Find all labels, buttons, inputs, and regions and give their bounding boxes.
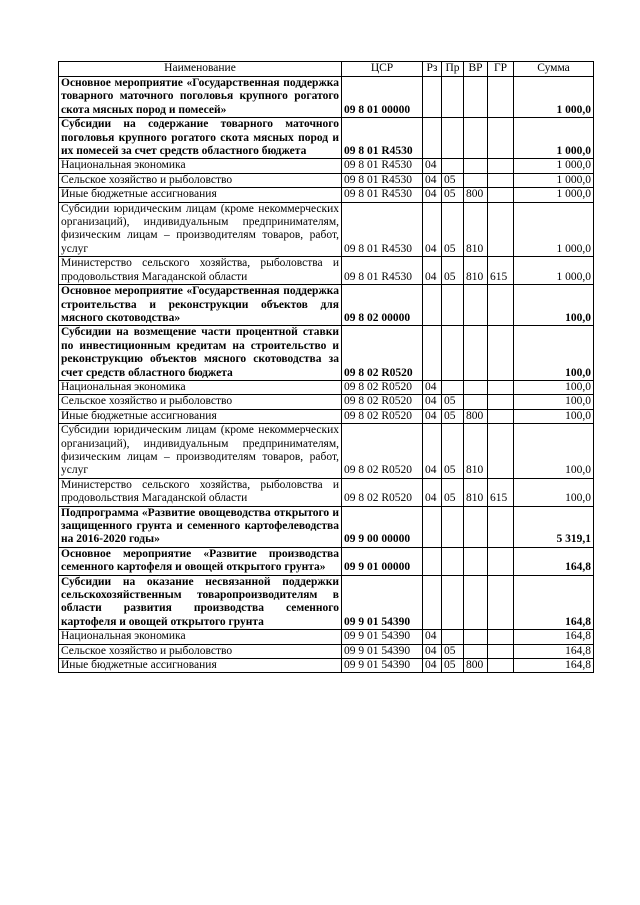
table-row (59, 326, 594, 381)
cell-pr: 05 (442, 395, 464, 409)
cell-sum: 100,0 (514, 478, 594, 506)
cell-pr: 05 (442, 188, 464, 202)
cell-gr (488, 506, 514, 547)
cell-sum: 1 000,0 (514, 159, 594, 173)
table-row (59, 630, 594, 644)
cell-vr: 810 (464, 478, 488, 506)
cell-rz: 04 (423, 409, 442, 423)
cell-gr (488, 159, 514, 173)
table-row (59, 380, 594, 394)
cell-rz: 04 (423, 257, 442, 285)
cell-gr: 615 (488, 478, 514, 506)
cell-vr (464, 118, 488, 159)
cell-sum: 100,0 (514, 380, 594, 394)
cell-pr: 05 (442, 424, 464, 479)
cell-name: Национальная экономика (59, 380, 342, 394)
cell-rz: 04 (423, 202, 442, 257)
cell-vr: 800 (464, 188, 488, 202)
cell-csr: 09 8 02 R0520 (342, 380, 423, 394)
cell-pr: 05 (442, 257, 464, 285)
table-header-row (59, 62, 594, 77)
budget-table (58, 61, 594, 673)
cell-name: Основное мероприятие «Развитие производства семенного картофеля и овощей открытого грунта» (59, 547, 342, 575)
cell-name: Субсидии юридическим лицам (кроме некоммерческих организаций), индивидуальным предпринимателям, физическим лицам – производителям товаров, работ, услуг (59, 424, 342, 479)
cell-sum: 1 000,0 (514, 202, 594, 257)
cell-gr (488, 424, 514, 479)
cell-csr: 09 8 01 R4530 (342, 118, 423, 159)
cell-sum: 164,8 (514, 644, 594, 658)
cell-sum: 164,8 (514, 659, 594, 673)
cell-vr: 800 (464, 659, 488, 673)
cell-gr (488, 77, 514, 118)
cell-name: Сельское хозяйство и рыболовство (59, 395, 342, 409)
cell-pr (442, 159, 464, 173)
cell-pr: 05 (442, 409, 464, 423)
cell-sum: 1 000,0 (514, 257, 594, 285)
table-row (59, 409, 594, 423)
table-row (59, 575, 594, 630)
header-gr: ГР (488, 62, 514, 77)
cell-csr: 09 9 01 00000 (342, 547, 423, 575)
cell-rz: 04 (423, 644, 442, 658)
header-vr: ВР (464, 62, 488, 77)
cell-vr (464, 173, 488, 187)
cell-name: Субсидии юридическим лицам (кроме некоммерческих организаций), индивидуальным предпринимателям, физическим лицам – производителям товаров, работ, услуг (59, 202, 342, 257)
table-row (59, 478, 594, 506)
table-row (59, 77, 594, 118)
cell-rz (423, 575, 442, 630)
cell-rz: 04 (423, 188, 442, 202)
cell-name: Иные бюджетные ассигнования (59, 659, 342, 673)
cell-vr (464, 395, 488, 409)
cell-csr: 09 9 01 54390 (342, 630, 423, 644)
cell-name: Сельское хозяйство и рыболовство (59, 173, 342, 187)
cell-gr (488, 202, 514, 257)
cell-vr (464, 380, 488, 394)
cell-csr: 09 8 02 R0520 (342, 395, 423, 409)
table-body (59, 77, 594, 673)
cell-csr: 09 8 01 R4530 (342, 173, 423, 187)
table-row (59, 188, 594, 202)
cell-rz: 04 (423, 380, 442, 394)
cell-pr (442, 380, 464, 394)
cell-vr (464, 159, 488, 173)
cell-name: Субсидии на оказание несвязанной поддержки сельскохозяйственным товаропроизводителям в области развития производства семенного картофеля и овощей открытого грунта (59, 575, 342, 630)
cell-pr: 05 (442, 173, 464, 187)
cell-gr (488, 285, 514, 326)
cell-sum: 5 319,1 (514, 506, 594, 547)
cell-gr (488, 644, 514, 658)
cell-sum: 100,0 (514, 395, 594, 409)
cell-vr (464, 547, 488, 575)
header-name: Наименование (59, 62, 342, 77)
cell-name: Сельское хозяйство и рыболовство (59, 644, 342, 658)
cell-rz: 04 (423, 395, 442, 409)
cell-name: Иные бюджетные ассигнования (59, 188, 342, 202)
cell-rz (423, 506, 442, 547)
cell-gr (488, 326, 514, 381)
cell-name: Основное мероприятие «Государственная поддержка строительства и реконструкции объектов для мясного скотоводства» (59, 285, 342, 326)
table-row (59, 547, 594, 575)
table-row (59, 159, 594, 173)
cell-pr (442, 118, 464, 159)
cell-vr: 810 (464, 202, 488, 257)
cell-sum: 1 000,0 (514, 173, 594, 187)
cell-sum: 164,8 (514, 630, 594, 644)
cell-name: Подпрограмма «Развитие овощеводства открытого и защищенного грунта и семенного картофелеводства на 2016-2020 годы» (59, 506, 342, 547)
cell-rz: 04 (423, 173, 442, 187)
cell-vr (464, 644, 488, 658)
cell-sum: 164,8 (514, 575, 594, 630)
cell-name: Министерство сельского хозяйства, рыболовства и продовольствия Магаданской области (59, 478, 342, 506)
cell-pr (442, 547, 464, 575)
table-row (59, 424, 594, 479)
cell-csr: 09 9 00 00000 (342, 506, 423, 547)
cell-csr: 09 8 01 R4530 (342, 188, 423, 202)
cell-pr (442, 630, 464, 644)
table-row (59, 644, 594, 658)
cell-sum: 1 000,0 (514, 188, 594, 202)
cell-name: Национальная экономика (59, 159, 342, 173)
cell-name: Министерство сельского хозяйства, рыболовства и продовольствия Магаданской области (59, 257, 342, 285)
cell-rz: 04 (423, 659, 442, 673)
cell-csr: 09 8 02 R0520 (342, 478, 423, 506)
cell-csr: 09 9 01 54390 (342, 644, 423, 658)
table-row (59, 118, 594, 159)
cell-vr (464, 326, 488, 381)
cell-name: Субсидии на возмещение части процентной ставки по инвестиционным кредитам на строительство и реконструкцию объектов мясного скотоводства за счет средств областного бюджета (59, 326, 342, 381)
cell-gr (488, 659, 514, 673)
table-row (59, 659, 594, 673)
cell-vr (464, 77, 488, 118)
cell-csr: 09 8 02 R0520 (342, 424, 423, 479)
cell-pr: 05 (442, 202, 464, 257)
cell-vr: 810 (464, 424, 488, 479)
cell-gr (488, 380, 514, 394)
cell-gr (488, 409, 514, 423)
table-row (59, 285, 594, 326)
cell-rz: 04 (423, 630, 442, 644)
header-csr: ЦСР (342, 62, 423, 77)
cell-name: Иные бюджетные ассигнования (59, 409, 342, 423)
header-rz: Рз (423, 62, 442, 77)
cell-pr (442, 77, 464, 118)
cell-csr: 09 8 02 R0520 (342, 326, 423, 381)
cell-gr (488, 173, 514, 187)
cell-pr (442, 506, 464, 547)
cell-rz: 04 (423, 424, 442, 479)
cell-name: Национальная экономика (59, 630, 342, 644)
table-row (59, 257, 594, 285)
cell-rz (423, 285, 442, 326)
cell-pr: 05 (442, 659, 464, 673)
cell-vr (464, 630, 488, 644)
cell-sum: 100,0 (514, 285, 594, 326)
cell-rz (423, 547, 442, 575)
cell-gr (488, 118, 514, 159)
table-row (59, 395, 594, 409)
cell-csr: 09 9 01 54390 (342, 659, 423, 673)
cell-csr: 09 8 01 R4530 (342, 202, 423, 257)
cell-gr (488, 547, 514, 575)
cell-vr (464, 285, 488, 326)
cell-csr: 09 8 01 00000 (342, 77, 423, 118)
cell-csr: 09 9 01 54390 (342, 575, 423, 630)
cell-pr: 05 (442, 644, 464, 658)
cell-gr: 615 (488, 257, 514, 285)
cell-csr: 09 8 02 R0520 (342, 409, 423, 423)
cell-sum: 100,0 (514, 409, 594, 423)
header-sum: Сумма (514, 62, 594, 77)
cell-sum: 1 000,0 (514, 77, 594, 118)
cell-pr (442, 285, 464, 326)
header-pr: Пр (442, 62, 464, 77)
cell-rz (423, 118, 442, 159)
table-row (59, 173, 594, 187)
cell-rz: 04 (423, 478, 442, 506)
cell-pr (442, 575, 464, 630)
cell-sum: 100,0 (514, 424, 594, 479)
cell-vr (464, 575, 488, 630)
cell-name: Субсидии на содержание товарного маточного поголовья крупного рогатого скота мясных пород и их помесей за счет средств областного бюджета (59, 118, 342, 159)
cell-rz (423, 326, 442, 381)
cell-sum: 100,0 (514, 326, 594, 381)
cell-csr: 09 8 01 R4530 (342, 257, 423, 285)
cell-gr (488, 630, 514, 644)
table-row (59, 506, 594, 547)
cell-vr: 800 (464, 409, 488, 423)
cell-vr: 810 (464, 257, 488, 285)
cell-sum: 164,8 (514, 547, 594, 575)
cell-sum: 1 000,0 (514, 118, 594, 159)
cell-name: Основное мероприятие «Государственная поддержка товарного маточного поголовья крупного рогатого скота мясных пород и помесей» (59, 77, 342, 118)
cell-gr (488, 395, 514, 409)
cell-rz: 04 (423, 159, 442, 173)
cell-gr (488, 575, 514, 630)
cell-gr (488, 188, 514, 202)
table-row (59, 202, 594, 257)
cell-vr (464, 506, 488, 547)
cell-rz (423, 77, 442, 118)
cell-csr: 09 8 02 00000 (342, 285, 423, 326)
cell-pr (442, 326, 464, 381)
cell-pr: 05 (442, 478, 464, 506)
cell-csr: 09 8 01 R4530 (342, 159, 423, 173)
